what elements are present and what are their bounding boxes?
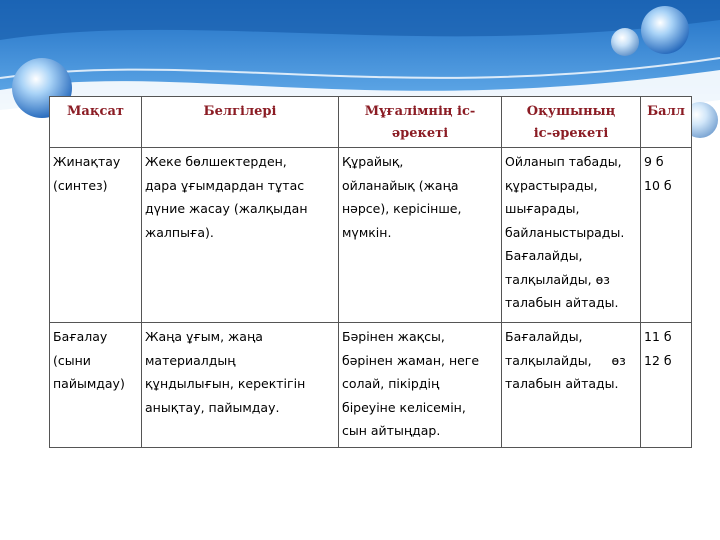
cell-goal: Жинақтау (синтез) — [50, 148, 142, 323]
cell-score: 9 б 10 б — [641, 148, 692, 323]
table-row — [50, 148, 692, 323]
cell-features: Жаңа ұғым, жаңа материалдың құндылығын, керектігін анықтау, пайымдау. — [142, 323, 339, 448]
cell-goal: Бағалау (сыни пайымдау) — [50, 323, 142, 448]
criteria-table-container — [49, 96, 691, 448]
header-maqsat: Мақсат — [50, 97, 142, 148]
header-teacher-activity: Мұғалімнің іс- әрекеті — [339, 97, 502, 148]
bubble-right-top — [641, 6, 689, 54]
cell-teacher-activity: Құрайық, ойланайық (жаңа нәрсе), керісінше, мүмкін. — [339, 148, 502, 323]
header-student-activity: Оқушының іс-әрекеті — [502, 97, 641, 148]
header-belgileri: Белгілері — [142, 97, 339, 148]
bubble-right-small — [611, 28, 639, 56]
cell-student-activity: Ойланып табады, құрастырады, шығарады, байланыстырады. Бағалайды, талқылайды, өз талабын айтады. — [502, 148, 641, 323]
header-ball: Балл — [641, 97, 692, 148]
cell-student-activity: Бағалайды, талқылайды, өз талабын айтады. — [502, 323, 641, 448]
cell-features: Жеке бөлшектерден, дара ұғымдардан тұтас дүние жасау (жалқыдан жалпыға). — [142, 148, 339, 323]
cell-teacher-activity: Бәрінен жақсы, бәрінен жаман, неге солай, пікірдің біреуіне келісемін, сын айтыңдар. — [339, 323, 502, 448]
table-header-row — [50, 97, 692, 148]
cell-score: 11 б 12 б — [641, 323, 692, 448]
criteria-table — [49, 96, 692, 448]
table-row — [50, 323, 692, 448]
